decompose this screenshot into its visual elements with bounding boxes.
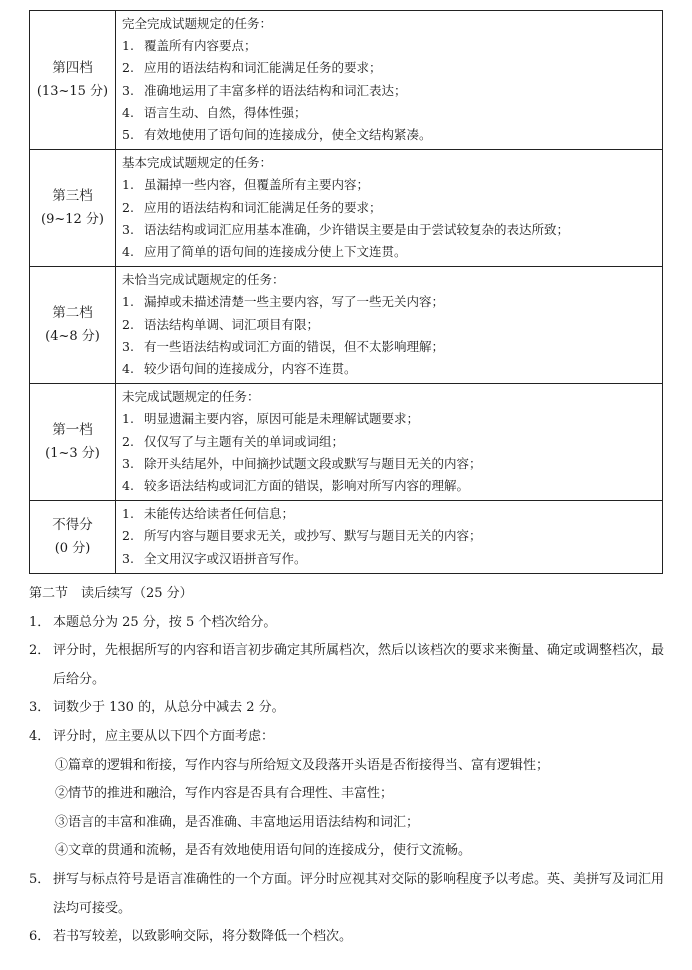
rubric-row-no-score [30, 501, 663, 574]
grade-label-cell [30, 11, 116, 150]
criteria-heading: 基本完成试题规定的任务： [122, 155, 273, 171]
criteria-item: 4. 较多语法结构或词汇方面的错误，影响对所写内容的理解。 [122, 478, 470, 494]
grade-name: 第二档 [52, 305, 93, 322]
grade-name: 不得分 [52, 517, 93, 534]
criteria-item: 2. 仅仅写了与主题有关的单词或词组； [122, 433, 345, 449]
criteria-item: 3. 全文用汉字或汉语拼音写作。 [122, 550, 307, 566]
grade-name: 第三档 [52, 188, 93, 205]
grade-range: (0 分) [54, 541, 91, 557]
consideration-item: ①篇章的逻辑和衔接，写作内容与所给短文及段落开头语是否衔接得当、富有逻辑性； [55, 757, 550, 773]
rubric-row-grade-4 [30, 11, 663, 150]
criteria-item: 1. 明显遗漏主要内容，原因可能是未理解试题要求； [122, 411, 420, 427]
criteria-heading: 未恰当完成试题规定的任务： [122, 272, 285, 288]
grade-range: (9~12 分) [41, 212, 104, 228]
criteria-cell [116, 267, 663, 384]
rule-item: 4． 评分时，应主要从以下四个方面考虑： [29, 728, 275, 744]
criteria-cell [116, 11, 663, 150]
grade-range: (1~3 分) [45, 446, 100, 462]
rule-item: 6． 若书写较差，以致影响交际，将分数降低一个档次。 [29, 929, 353, 945]
rule-item: 1． 本题总分为 25 分，按 5 个档次给分。 [29, 614, 277, 630]
criteria-item: 2. 应用的语法结构和词汇能满足任务的要求； [122, 199, 382, 215]
criteria-item: 4. 语言生动、自然，得体性强； [122, 104, 307, 120]
criteria-item: 5. 有效地使用了语句间的连接成分，使全文结构紧凑。 [122, 127, 432, 143]
criteria-item: 1. 虽漏掉一些内容，但覆盖所有主要内容； [122, 177, 370, 193]
criteria-item: 4. 应用了简单的语句间的连接成分使上下文连贯。 [122, 244, 407, 260]
rubric-row-grade-3 [30, 150, 663, 267]
criteria-item: 4. 较少语句间的连接成分，内容不连贯。 [122, 361, 357, 377]
criteria-item: 2. 应用的语法结构和词汇能满足任务的要求； [122, 60, 382, 76]
criteria-cell [116, 150, 663, 267]
criteria-item: 3. 除开头结尾外，中间摘抄试题文段或默写与题目无关的内容； [122, 455, 482, 471]
criteria-item: 1. 覆盖所有内容要点； [122, 38, 257, 54]
rubric-row-grade-2 [30, 267, 663, 384]
criteria-item: 1. 漏掉或未描述清楚一些主要内容，写了一些无关内容； [122, 294, 445, 310]
continuation-writing-section [29, 580, 669, 952]
criteria-item: 3. 语法结构或词汇应用基本准确，少许错误主要是由于尝试较复杂的表达所致； [122, 221, 570, 237]
consideration-item: ②情节的推进和融洽，写作内容是否具有合理性、丰富性； [55, 786, 394, 802]
grade-label-cell [30, 384, 116, 501]
grade-label-cell [30, 267, 116, 384]
criteria-cell [116, 501, 663, 574]
criteria-heading: 完全完成试题规定的任务： [122, 16, 273, 31]
section-title: 第二节 读后续写（25 分） [29, 586, 193, 601]
rubric-row-grade-1 [30, 384, 663, 501]
grade-label-cell [30, 501, 116, 574]
criteria-item: 3. 准确地运用了丰富多样的语法结构和词汇表达； [122, 82, 407, 98]
criteria-item: 1. 未能传达给读者任何信息； [122, 506, 295, 522]
grade-name: 第一档 [52, 422, 93, 439]
consideration-item: ④文章的贯通和流畅，是否有效地使用语句间的连接成分，使行文流畅。 [55, 843, 472, 859]
rule-item: 3． 词数少于 130 的，从总分中减去 2 分。 [29, 700, 285, 716]
rule-item: 2． 评分时，先根据所写的内容和语言初步确定其所属档次，然后以该档次的要求来衡量、确定或调整档次，最后给分。 [29, 643, 665, 687]
criteria-item: 2. 所写内容与题目要求无关，或抄写、默写与题目无关的内容； [122, 528, 482, 544]
consideration-item: ③语言的丰富和准确，是否准确、丰富地运用语法结构和词汇； [55, 814, 420, 830]
grade-range: (4~8 分) [45, 329, 100, 345]
grade-name: 第四档 [52, 60, 93, 77]
rule-item: 5． 拼写与标点符号是语言准确性的一个方面。评分时应视其对交际的影响程度予以考虑。英、美拼写及词汇用法均可接受。 [29, 871, 665, 916]
scoring-rubric-table [29, 10, 663, 574]
criteria-item: 2. 语法结构单调、词汇项目有限； [122, 316, 320, 332]
criteria-cell [116, 384, 663, 501]
grade-range: (13~15 分) [36, 84, 109, 100]
grade-label-cell [30, 150, 116, 267]
criteria-heading: 未完成试题规定的任务： [122, 389, 260, 405]
criteria-item: 3. 有一些语法结构或词汇方面的错误，但不太影响理解； [122, 338, 445, 354]
